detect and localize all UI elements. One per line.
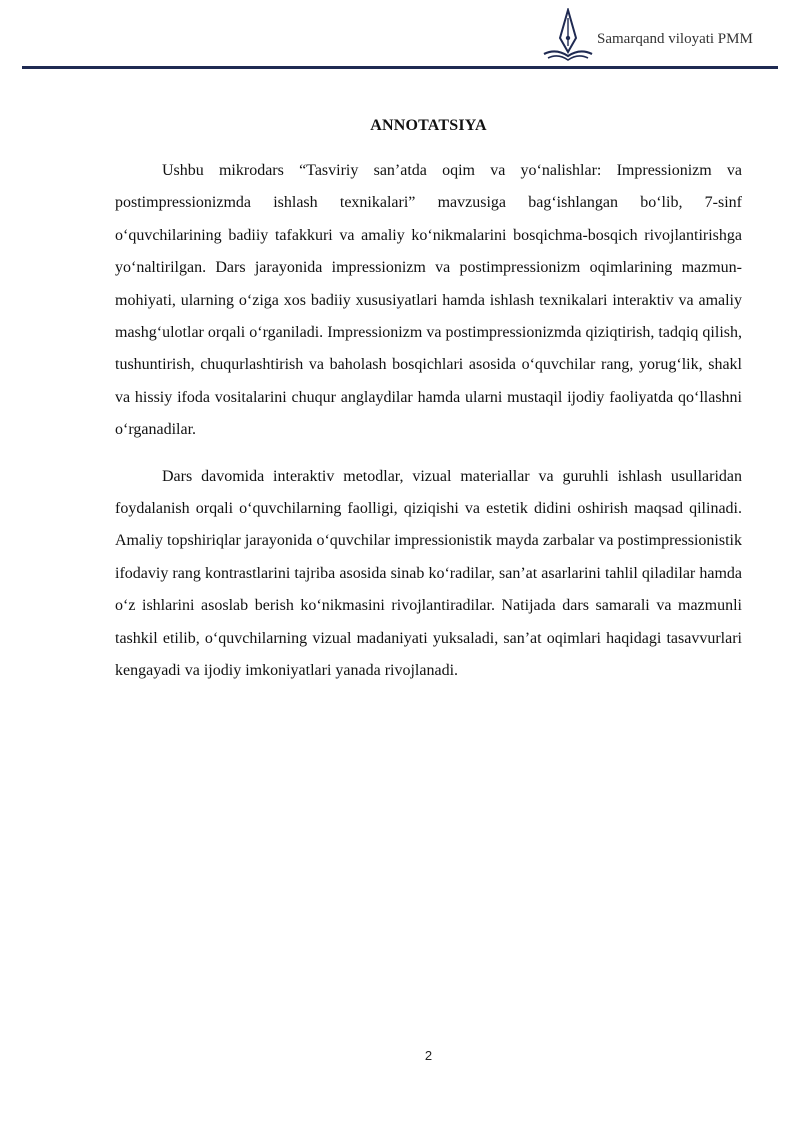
- document-body: [115, 155, 742, 688]
- organization-name: Samarqand viloyati PMM: [597, 31, 753, 47]
- pen-nib-book-logo-icon: [540, 8, 596, 64]
- page-number: 2: [424, 1048, 433, 1063]
- paragraph-1: Ushbu mikrodars “Tasviriy san’atda oqim va yo‘nalishlar: Impressionizm va postimpressionizmda ishlash texnikalari” mavzusiga bag‘ishlangan bo‘lib, 7-sinf o‘quvchilarining badiiy tafakkuri va amaliy ko‘nikmalarini bosqichma-bosqich rivojlantirishga yo‘naltirilgan. Dars jarayonida impressionizm va postimpressionizm oqimlarining mazmun-mohiyati, ularning o‘ziga xos badiiy xususiyatlari hamda ishlash texnikalari interaktiv va amaliy mashg‘ulotlar orqali o‘rganiladi. Impressionizm va postimpressionizmda qiziqtirish, tadqiq qilish, tushuntirish, chuqurlashtirish va baholash bosqichlari asosida o‘quvchilar rang, yorug‘lik, shakl va hissiy ifoda vositalarini chuqur anglaydilar hamda ularni mustaqil ijodiy faoliyatda qo‘llashni o‘rganadilar.: [115, 162, 742, 439]
- page-title: ANNOTATSIYA: [370, 117, 487, 134]
- header-divider: [22, 66, 778, 69]
- page-header: [0, 0, 800, 70]
- paragraph-2: Dars davomida interaktiv metodlar, vizual materiallar va guruhli ishlash usullaridan foydalanish orqali o‘quvchilarning faolligi, qiziqishi va estetik didini oshirish maqsad qilinadi. Amaliy topshiriqlar jarayonida o‘quvchilar impressionistik mayda zarbalar va postimpressionistik ifodaviy rang kontrastlarini tajriba asosida sinab ko‘radilar, san’at asarlarini tahlil qiladilar hamda o‘z ishlarini asoslab berish ko‘nikmasini rivojlantiradilar. Natijada dars samarali va mazmunli tashkil etilib, o‘quvchilarning vizual madaniyati yuksaladi, san’at oqimlari haqidagi tasavvurlari kengayadi va ijodiy imkoniyatlari yanada rivojlanadi.: [115, 467, 742, 680]
